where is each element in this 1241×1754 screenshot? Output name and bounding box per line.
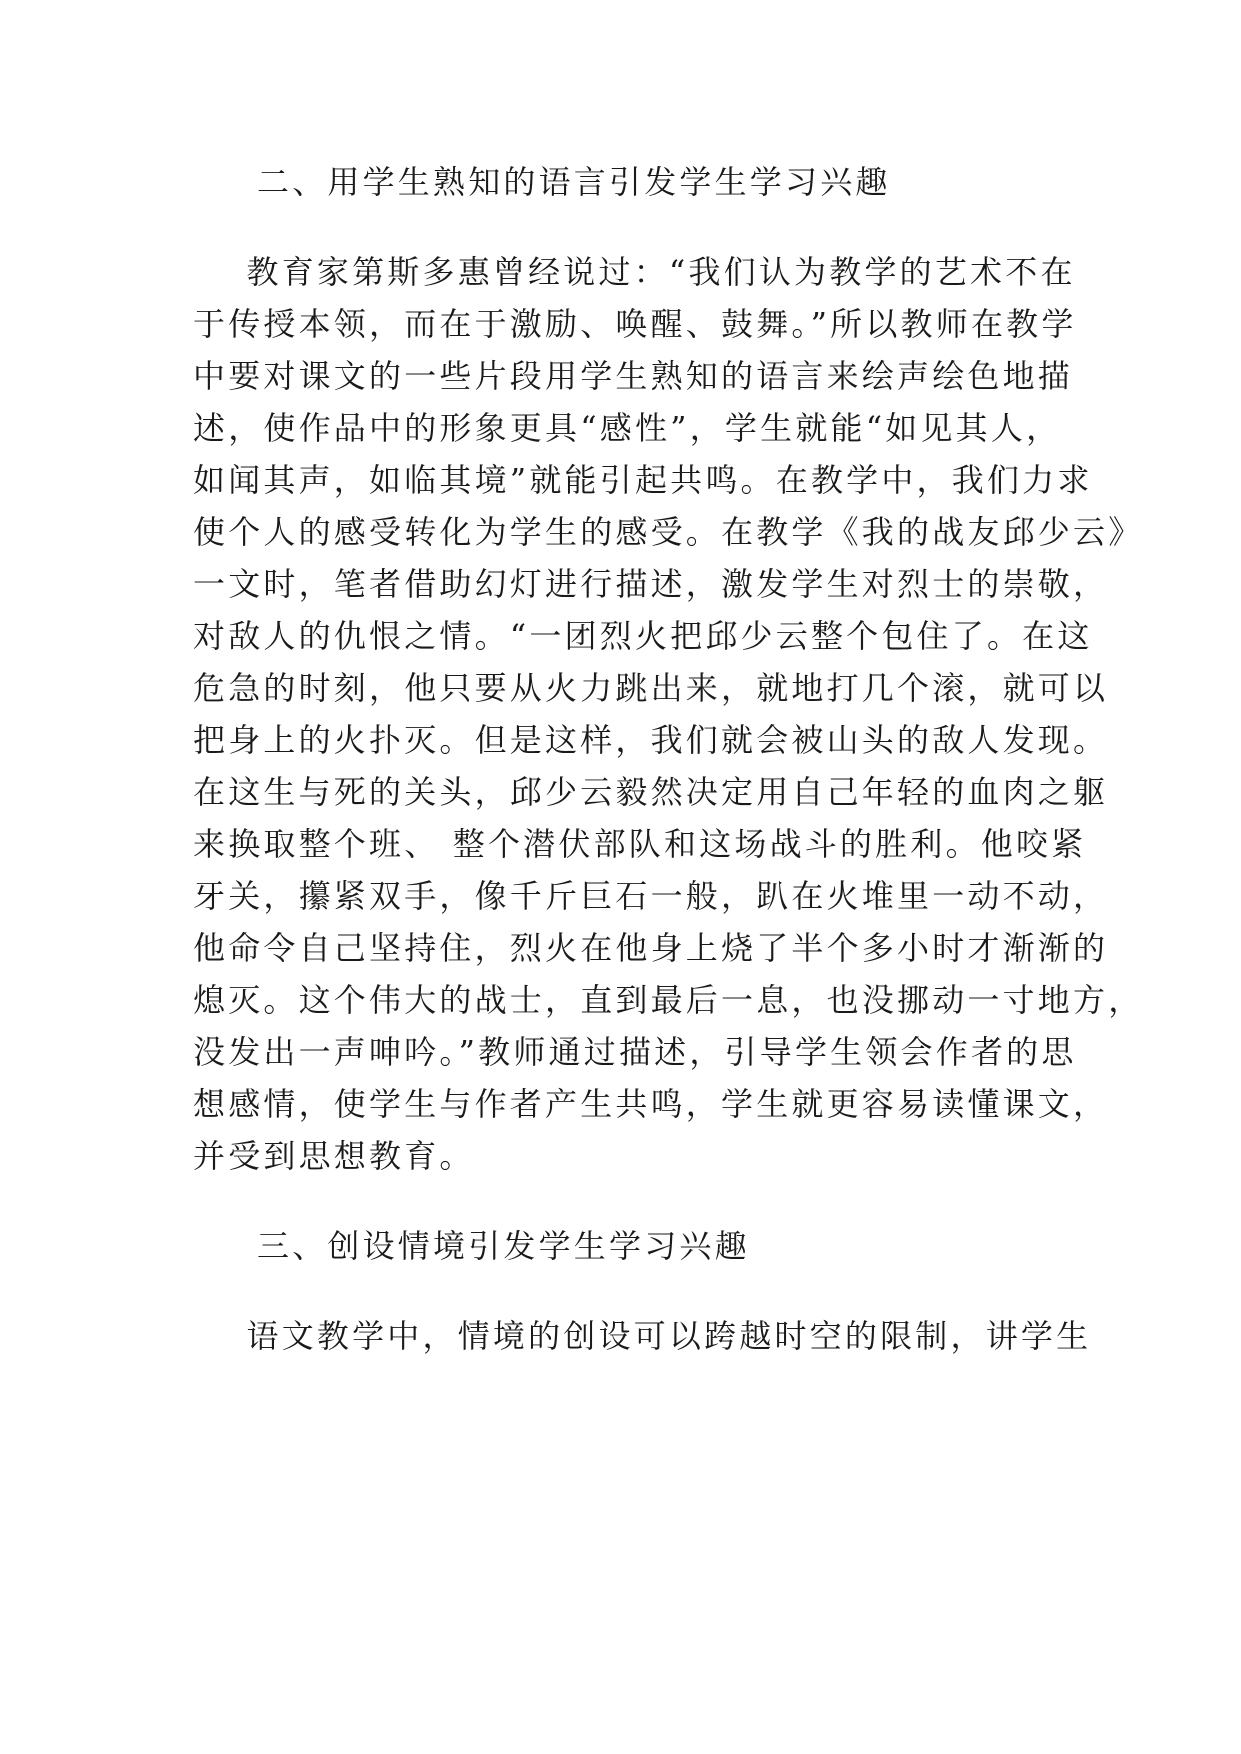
paragraph-line: 想感情，使学生与作者产生共鸣，学生就更容易读懂课文， [193,1085,1109,1123]
paragraph-line: 对敌人的仇恨之情。“一团烈火把邱少云整个包住了。在这 [193,617,1093,655]
paragraph-line: 熄灭。这个伟大的战士，直到最后一息，也没挪动一寸地方， [193,981,1144,1019]
paragraph-line: 牙关，攥紧双手，像千斤巨石一般，趴在火堆里一动不动， [193,877,1109,915]
paragraph-line: 教育家第斯多惠曾经说过：“我们认为教学的艺术不在 [193,253,1076,291]
paragraph-line: 述，使作品中的形象更具“感性”，学生就能“如见其人， [193,409,1062,447]
paragraph-line: 把身上的火扑灭。但是这样，我们就会被山头的敌人发现。 [193,721,1109,759]
paragraph-line: 没发出一声呻吟。”教师通过描述，引导学生领会作者的思 [193,1033,1077,1071]
paragraph-line: 危急的时刻，他只要从火力跳出来，就地打几个滚，就可以 [193,669,1109,707]
paragraph-line: 如闻其声，如临其境”就能引起共鸣。在教学中，我们力求 [193,461,1093,499]
paragraph-line: 他命令自己坚持住，烈火在他身上烧了半个多小时才渐渐的 [193,929,1109,967]
paragraph-line: 并受到思想教育。 [193,1137,475,1175]
paragraph-line: 中要对课文的一些片段用学生熟知的语言来绘声绘色地描 [193,357,1074,395]
paragraph-line: 于传授本领，而在于激励、唤醒、鼓舞。”所以教师在教学 [193,305,1077,343]
section-heading: 三、创设情境引发学生学习兴趣 [257,1227,750,1265]
paragraph-line: 在这生与死的关头，邱少云毅然决定用自己年轻的血肉之躯 [193,773,1109,811]
paragraph-line: 来换取整个班、 整个潜伏部队和这场战斗的胜利。他咬紧 [193,825,1087,863]
paragraph-line: 语文教学中，情境的创设可以跨越时空的限制，讲学生 [193,1317,1092,1355]
section-heading: 二、用学生熟知的语言引发学生学习兴趣 [257,163,891,201]
paragraph-line: 使个人的感受转化为学生的感受。在教学《我的战友邱少云》 [193,513,1144,551]
paragraph-line: 一文时，笔者借助幻灯进行描述，激发学生对烈士的崇敬， [193,565,1109,603]
